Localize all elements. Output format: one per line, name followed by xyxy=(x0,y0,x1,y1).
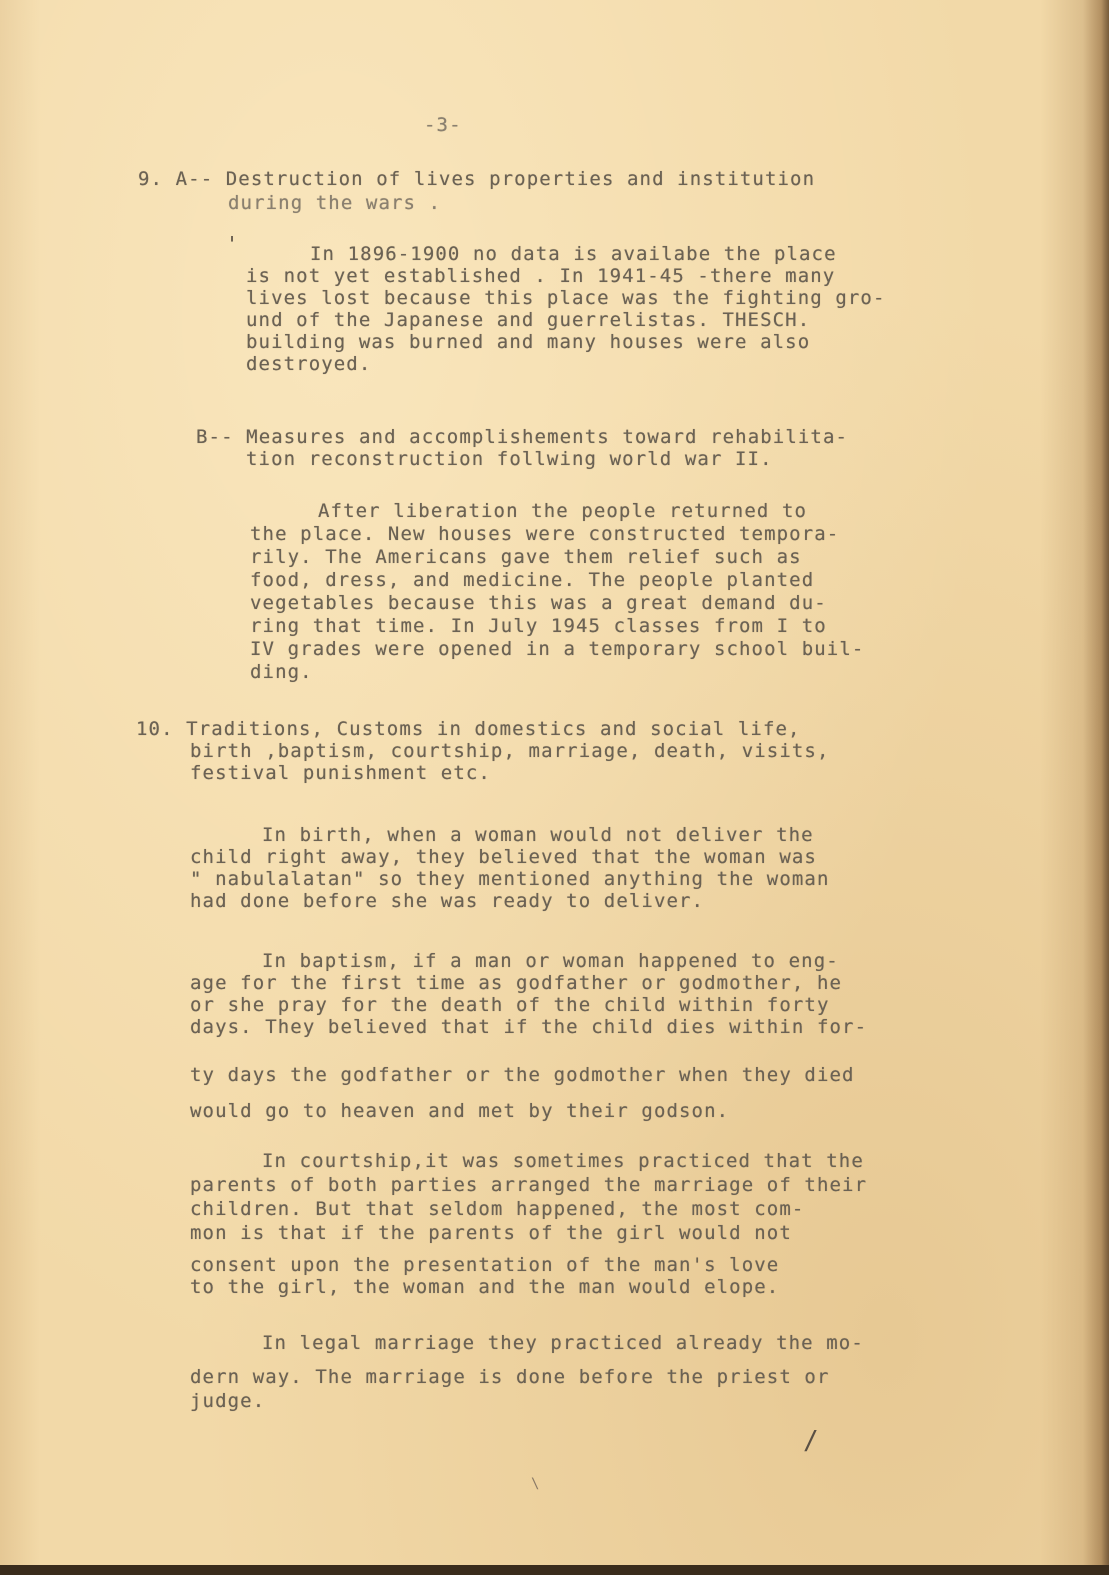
stray-mark: ' xyxy=(226,232,239,256)
stray-pen-mark: / xyxy=(803,1426,819,1456)
courtship-paragraph-line: consent upon the presentation of the man's love xyxy=(190,1254,780,1276)
baptism-paragraph-line: days. They believed that if the child dies within for- xyxy=(190,1016,868,1038)
baptism-paragraph-line: age for the first time as godfather or godmother, he xyxy=(190,972,843,994)
page-number: -3- xyxy=(424,114,462,136)
page-edge-shadow xyxy=(1083,0,1109,1575)
marriage-paragraph-line: judge. xyxy=(190,1390,266,1412)
courtship-paragraph-line: children. But that seldom happened, the most com- xyxy=(190,1198,805,1220)
birth-paragraph-line: " nabulalatan" so they mentioned anything the woman xyxy=(190,868,830,890)
birth-paragraph-line: In birth, when a woman would not deliver the xyxy=(262,824,814,846)
section-9a-heading-line2: during the wars . xyxy=(228,192,442,214)
section-10-heading-line: 10. Traditions, Customs in domestics and social life, xyxy=(136,718,801,740)
section-9b-body-line: ring that time. In July 1945 classes from I to xyxy=(250,615,827,637)
marriage-paragraph-line: dern way. The marriage is done before the priest or xyxy=(190,1366,830,1388)
section-9a-body-line: In 1896-1900 no data is availabe the place xyxy=(310,243,837,265)
section-9b-body-line: food, dress, and medicine. The people planted xyxy=(250,569,815,591)
section-9b-body-line: IV grades were opened in a temporary school buil- xyxy=(250,638,865,660)
section-9a-body-line: und of the Japanese and guerrelistas. THESCH. xyxy=(246,309,811,331)
scan-bottom-edge xyxy=(0,1565,1109,1575)
courtship-paragraph-line: In courtship,it was sometimes practiced that the xyxy=(262,1150,864,1172)
section-9b-body-line: After liberation the people returned to xyxy=(318,500,808,522)
birth-paragraph-line: child right away, they believed that the woman was xyxy=(190,846,817,868)
section-9b-body-line: rily. The Americans gave them relief such as xyxy=(250,546,802,568)
baptism-paragraph-line: In baptism, if a man or woman happened to eng- xyxy=(262,950,839,972)
section-9b-body-line: ding. xyxy=(250,661,313,683)
birth-paragraph-line: had done before she was ready to deliver. xyxy=(190,890,705,912)
courtship-paragraph-line: mon is that if the parents of the girl would not xyxy=(190,1222,792,1244)
section-9a-body-line: is not yet established . In 1941-45 -there many xyxy=(246,265,836,287)
courtship-paragraph-line: to the girl, the woman and the man would elope. xyxy=(190,1276,780,1298)
section-10-heading-line: festival punishment etc. xyxy=(190,762,491,784)
marriage-paragraph-line: In legal marriage they practiced already the mo- xyxy=(262,1332,864,1354)
section-9a-body-line: lives lost because this place was the fighting gro- xyxy=(246,287,886,309)
section-9b-heading-line2: tion reconstruction follwing world war II. xyxy=(246,448,773,470)
section-10-heading-line: birth ,baptism, courtship, marriage, death, visits, xyxy=(190,740,830,762)
stray-pen-mark: \ xyxy=(531,1476,540,1492)
section-9b-heading-line1: B-- Measures and accomplishements toward rehabilita- xyxy=(196,426,849,448)
courtship-paragraph-line: parents of both parties arranged the marriage of their xyxy=(190,1174,868,1196)
section-9a-body-line: building was burned and many houses were also xyxy=(246,331,811,353)
baptism-paragraph-line: would go to heaven and met by their godson. xyxy=(190,1100,730,1122)
section-9a-heading-line1: 9. A-- Destruction of lives properties and institution xyxy=(138,168,816,190)
section-9b-body-line: vegetables because this was a great demand du- xyxy=(250,592,827,614)
baptism-paragraph-line: or she pray for the death of the child within forty xyxy=(190,994,830,1016)
section-9b-body-line: the place. New houses were constructed tempora- xyxy=(250,523,840,545)
section-9a-body-line: destroyed. xyxy=(246,353,372,375)
baptism-paragraph-line: ty days the godfather or the godmother when they died xyxy=(190,1064,855,1086)
